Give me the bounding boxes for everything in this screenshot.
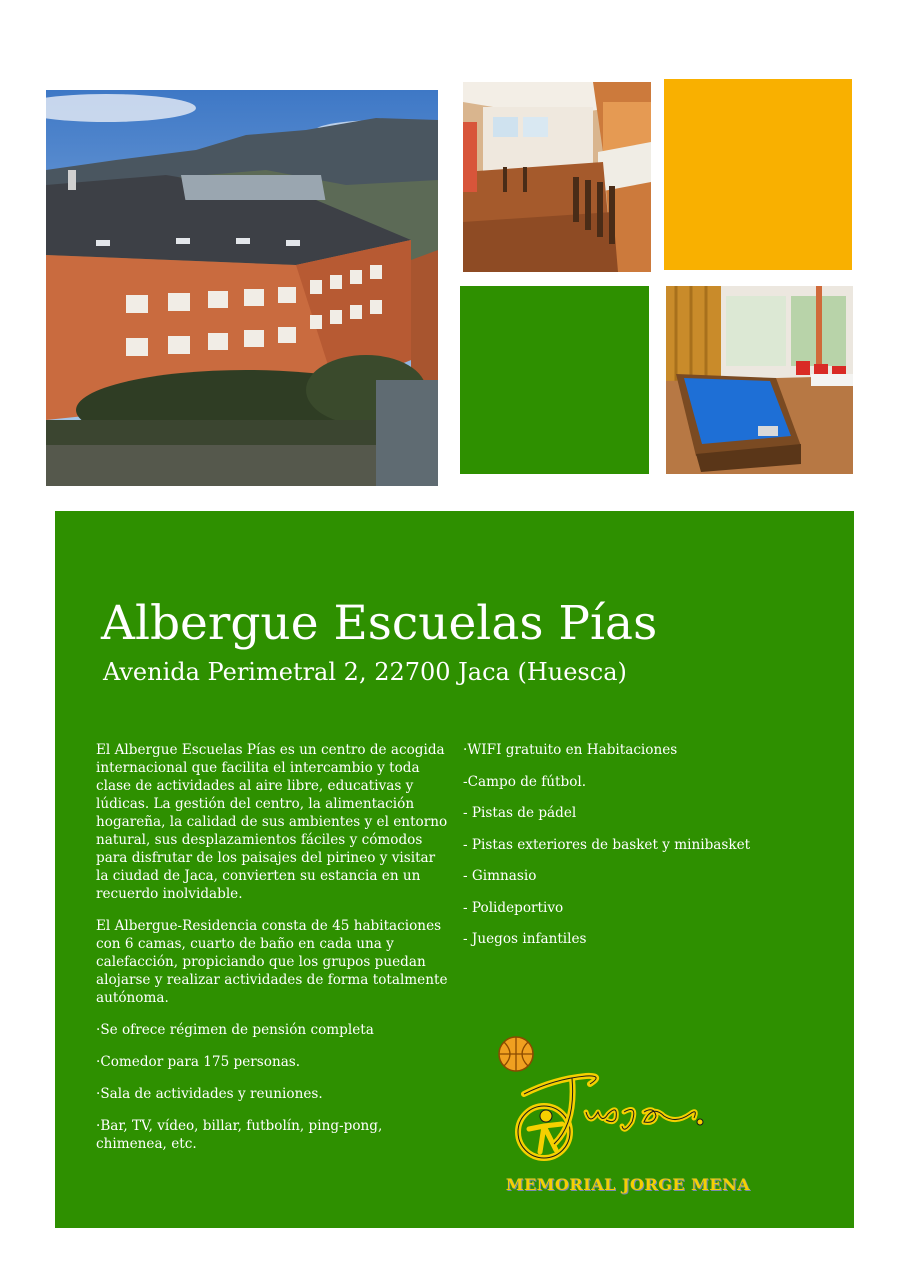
billiards-room-photo: [666, 286, 853, 474]
cafeteria-interior-photo: [463, 82, 651, 272]
facility-item: - Gimnasio: [463, 868, 537, 884]
facility-item: - Polideportivo: [463, 899, 564, 916]
service-item: ·Bar, TV, vídeo, billar, futbolín, ping-pong, chimenea, etc.: [96, 1118, 383, 1152]
facility-item: - Pistas exteriores de basket y minibasket: [463, 836, 751, 853]
building-exterior-photo: [46, 90, 438, 486]
description-column: [96, 741, 448, 1167]
service-item: ·Se ofrece régimen de pensión completa: [96, 1022, 374, 1038]
facility-item: ·WIFI gratuito en Habitaciones: [463, 742, 678, 758]
address: Avenida Perimetral 2, 22700 Jaca (Huesca): [103, 658, 627, 686]
service-item: ·Comedor para 175 personas.: [96, 1054, 301, 1070]
orange-color-block: [664, 79, 852, 270]
description-paragraph: El Albergue Escuelas Pías es un centro de acogida internacional que facilita el intercambio y toda clase de actividades al aire libre, educativas y lúdicas. La gestión del centro, la alimentación hogareña, la calidad de sus ambientes y el entorno natural, sus desplazamientos fáciles y cómodos para disfrutar de los paisajes del pirineo y visitar la ciudad de Jaca, convierten su estancia en un recuerdo inolvidable.: [96, 742, 448, 902]
logo-caption: MEMORIAL JORGE MENA: [505, 1175, 751, 1194]
service-item: ·Sala de actividades y reuniones.: [96, 1086, 323, 1102]
page-title: Albergue Escuelas Pías: [101, 596, 658, 651]
facility-item: -Campo de fútbol.: [463, 773, 587, 790]
green-color-block: [460, 286, 649, 474]
facilities-column: [463, 741, 823, 962]
facility-item: - Juegos infantiles: [463, 931, 587, 947]
description-paragraph: El Albergue-Residencia consta de 45 habitaciones con 6 camas, cuarto de baño en cada una y calefacción, propiciando que los grupos puedan alojarse y realizar actividades de forma totalmente autónoma.: [96, 918, 448, 1006]
juega-logo-icon: [494, 1034, 714, 1169]
facility-item: - Pistas de pádel: [463, 805, 577, 821]
